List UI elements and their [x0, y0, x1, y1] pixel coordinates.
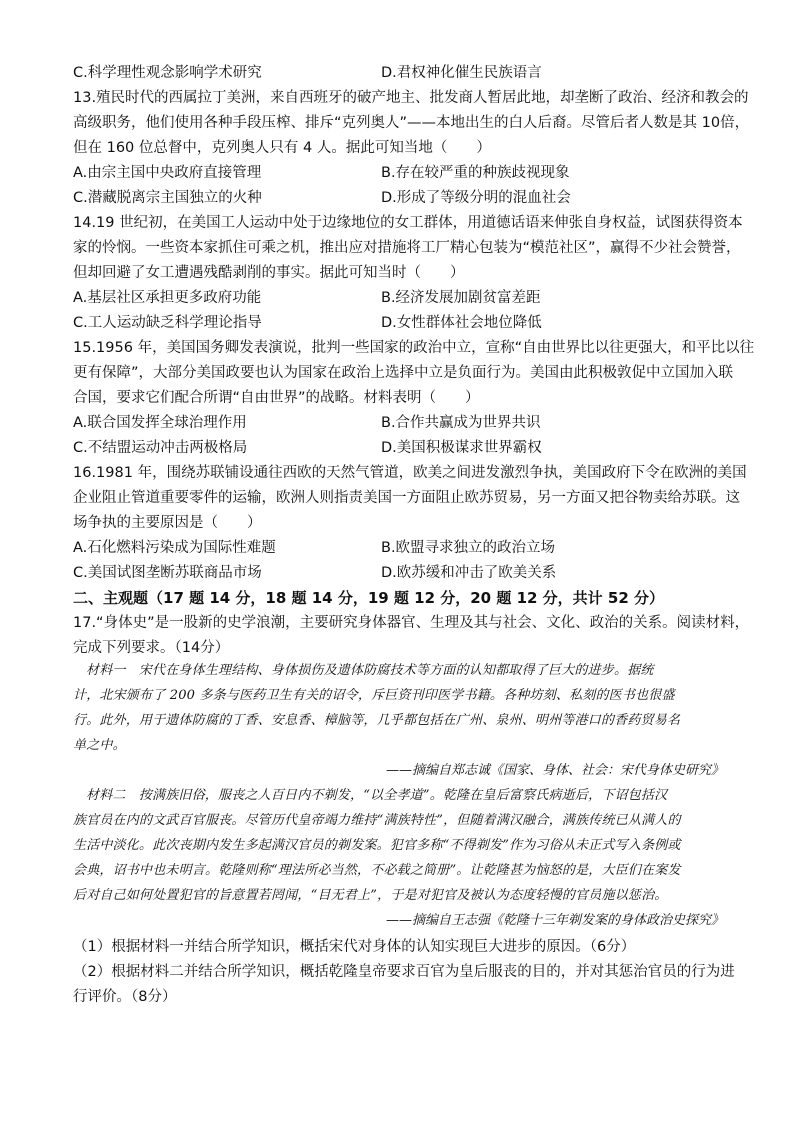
- q14-option-a: A.基层社区承担更多政府功能: [73, 290, 262, 306]
- material-1-source: ——摘编自郑志诚《国家、身体、社会：宋代身体史研究》: [385, 763, 724, 778]
- material-2-line-3: 生活中淡化。此次丧期内发生多起满汉官员的剃发案。犯官多称“不得剃发”作为习俗从未正式写入条例或: [73, 838, 681, 853]
- material-2-line-1: 材料二 按满族旧俗，服丧之人百日内不剃发，“以全孝道”。乾隆在皇后富察氏病逝后，下诏包括汉: [86, 788, 668, 803]
- material-1-line-3: 行。此外，用于遗体防腐的丁香、安息香、樟脑等，几乎都包括在广州、泉州、明州等港口的香药贸易名: [73, 713, 681, 728]
- q13-option-b: B.存在较严重的种族歧视现象: [381, 165, 570, 181]
- q15-option-c: C.不结盟运动冲击两极格局: [73, 440, 248, 456]
- q15-option-d: D.美国积极谋求世界霸权: [381, 440, 542, 456]
- q15-option-b: B.合作共赢成为世界共识: [381, 415, 541, 431]
- material-2-line-2: 族官员在内的文武百官服丧。尽管历代皇帝竭力维持“满族特性”，但随着满汉融合，满族传统已从满人的: [73, 813, 681, 828]
- q14-stem-line-1: 14.19 世纪初，在美国工人运动中处于边缘地位的女工群体，用道德话语来伸张自身权益，试图获得资本: [73, 215, 743, 231]
- q16-stem-line-1: 16.1981 年，围绕苏联铺设通往西欧的天然气管道，欧美之间进发激烈争执，美国政府下令在欧洲的美国: [73, 465, 747, 481]
- q15-stem-line-1: 15.1956 年，美国国务卿发表演说，批判一些国家的政治中立，宣称“自由世界比以往更强大，和平比以往: [73, 340, 755, 356]
- q15-option-a: A.联合国发挥全球治理作用: [73, 415, 247, 431]
- q17-sub-question-1: （1）根据材料一并结合所学知识，概括宋代对身体的认知实现巨大进步的原因。（6分）: [73, 939, 636, 955]
- q16-stem-line-2: 企业阻止管道重要零件的运输，欧洲人则指责美国一方面阻止欧苏贸易，另一方面又把谷物卖给苏联。这: [73, 490, 740, 506]
- q12-option-d: D.君权神化催生民族语言: [381, 65, 542, 81]
- q17-sub-question-2-line-2: 行评价。（8分）: [73, 989, 177, 1005]
- q13-option-c: C.潜藏脱离宗主国独立的火种: [73, 190, 262, 206]
- q14-option-b: B.经济发展加剧贫富差距: [381, 290, 541, 306]
- section-heading: 二、主观题（17 题 14 分，18 题 14 分，19 题 12 分，20 题 12 分，共计 52 分）: [73, 589, 664, 607]
- q17-stem-line-1: 17.“身体史”是一股新的史学浪潮，主要研究身体器官、生理及其与社会、文化、政治的关系。阅读材料，: [73, 615, 750, 631]
- q13-stem-line-1: 13.殖民时代的西属拉丁美洲，来自西班牙的破产地主、批发商人暂居此地，却垄断了政治、经济和教会的: [73, 90, 749, 106]
- q17-stem-line-2: 完成下列要求。（14分）: [73, 640, 230, 656]
- q14-stem-line-3: 但却回避了女工遭遇残酷剥削的事实。据此可知当时（ ）: [73, 265, 465, 281]
- q17-sub-question-2-line-1: （2）根据材料二并结合所学知识，概括乾隆皇帝要求百官为皇后服丧的目的，并对其惩治官员的行为进: [73, 964, 735, 980]
- material-1-line-2: 计，北宋颁布了 200 多条与医药卫生有关的诏令，斥巨资刊印医学书籍。各种坊刻、私刻的医书也很盛: [73, 688, 675, 703]
- material-1-line-4: 单之中。: [73, 738, 126, 753]
- q15-stem-line-2: 更有保障”，大部分美国政要也认为国家在政治上选择中立是负面行为。美国由此积极敦促中立国加入联: [73, 365, 734, 381]
- q16-option-d: D.欧苏缓和冲击了欧美关系: [381, 565, 557, 581]
- q12-option-c: C.科学理性观念影响学术研究: [73, 65, 262, 81]
- q13-option-a: A.由宗主国中央政府直接管理: [73, 165, 262, 181]
- q16-stem-line-3: 场争执的主要原因是（ ）: [73, 515, 262, 531]
- q16-option-b: B.欧盟寻求独立的政治立场: [381, 540, 556, 556]
- q14-option-d: D.女性群体社会地位降低: [381, 315, 542, 331]
- q13-option-d: D.形成了等级分明的混血社会: [381, 190, 571, 206]
- q13-stem-line-2: 高级职务，他们使用各种手段压榨、排斥“克列奥人”——本地出生的白人后裔。尽管后者人数是其 10倍，: [73, 115, 750, 131]
- material-2-source: ——摘编自王志强《乾隆十三年剃发案的身体政治史探究》: [385, 913, 724, 928]
- material-2-line-4: 会典，诏书中也未明言。乾隆则称“理法所必当然，不必载之简册”。让乾隆甚为恼怒的是，大臣们在案发: [73, 863, 681, 878]
- q15-stem-line-3: 合国，要求它们配合所谓“自由世界”的战略。材料表明（ ）: [73, 390, 480, 406]
- q16-option-a: A.石化燃料污染成为国际性难题: [73, 540, 276, 556]
- material-2-line-5: 后对自己如何处置犯官的旨意置若罔闻，“目无君上”，于是对犯官及被认为态度轻慢的官员施以惩治。: [73, 888, 668, 903]
- q14-option-c: C.工人运动缺乏科学理论指导: [73, 315, 262, 331]
- q16-option-c: C.美国试图垄断苏联商品市场: [73, 565, 262, 581]
- q13-stem-line-3: 但在 160 位总督中，克列奥人只有 4 人。据此可知当地（ ）: [73, 140, 491, 156]
- q14-stem-line-2: 家的怜悯。一些资本家抓住可乘之机，推出应对措施将工厂精心包装为“模范社区”，赢得不少社会赞誉，: [73, 240, 741, 256]
- material-1-line-1: 材料一 宋代在身体生理结构、身体损伤及遗体防腐技术等方面的认知都取得了巨大的进步。据统: [86, 663, 654, 678]
